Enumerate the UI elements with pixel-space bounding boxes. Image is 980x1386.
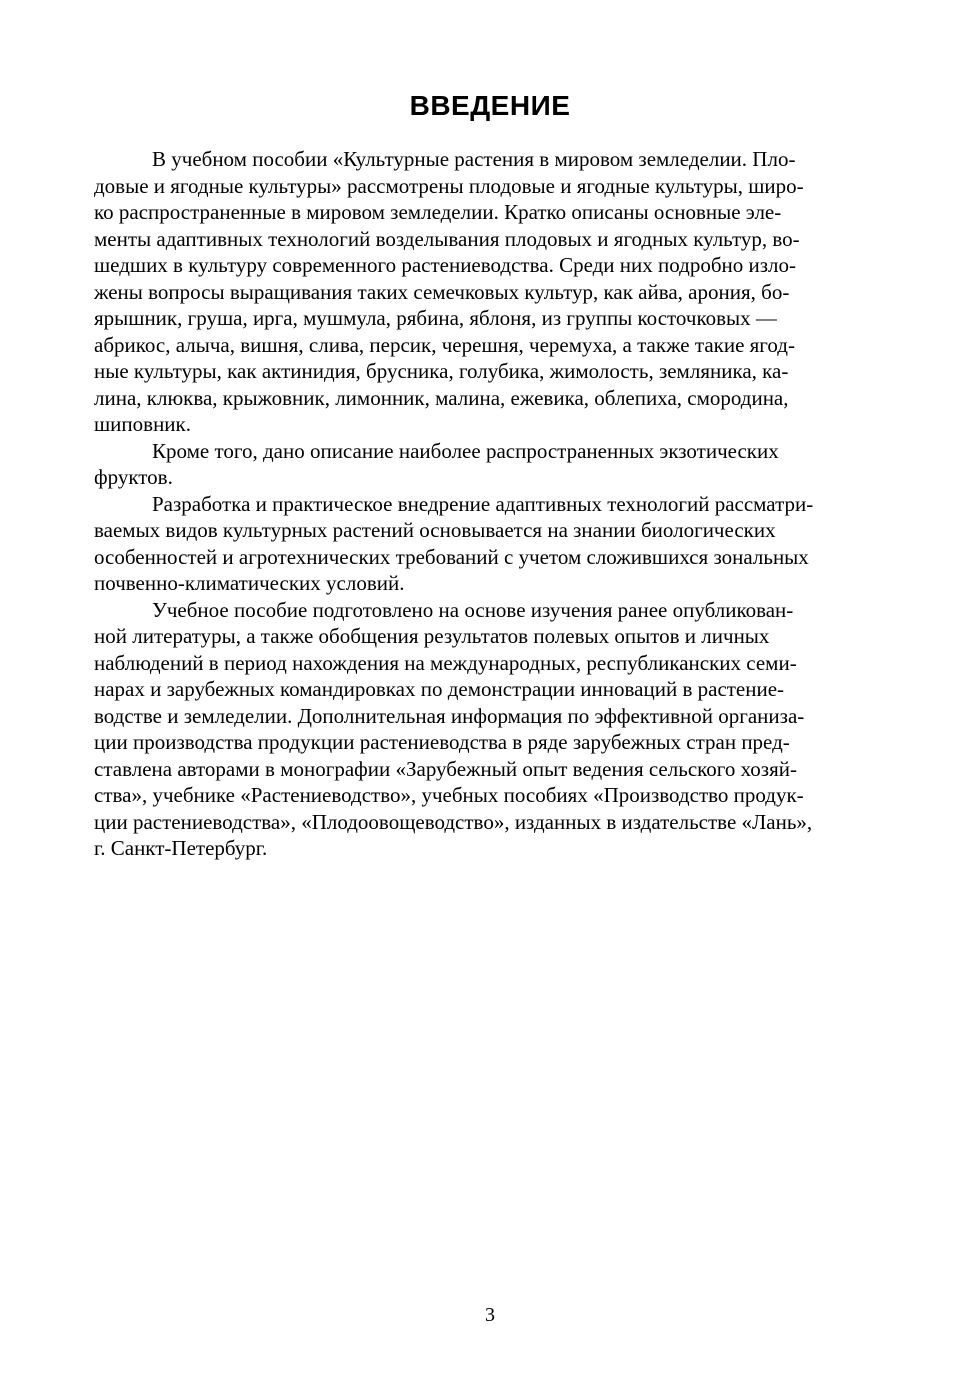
paragraph-exotic-fruits: Кроме того, дано описание наиболее распространенных экзотических фруктов. (94, 438, 779, 489)
page-title: ВВЕДЕНИЕ (409, 90, 571, 121)
paragraph-intro: В учебном пособии «Культурные растения в мировом земледелии. Пло- довые и ягодные культуры» рассмотрены плодовые и ягодные культуры, широ- ко распространенные в мировом земледелии. Кратко описаны основные эле- менты адаптивных технологий возделывания плодовых и ягодных культур, во- шедших в культуру современного растениеводства. Среди них подробно изло- жены вопросы выращивания таких семечковых культур, как айва, арония, бо- ярышник, груша, ирга, мушмула, рябина, яблоня, из группы косточковых — абрикос, алыча, вишня, слива, персик, черешня, черемуха, а также такие ягод- ные культуры, как актинидия, брусника, голубика, жимолость, земляника, ка- лина, клюква, крыжовник, лимонник, малина, ежевика, облепиха, смородина, шиповник. (94, 147, 804, 436)
paragraph-sources: Учебное пособие подготовлено на основе изучения ранее опубликован- ной литературы, а также обобщения результатов полевых опытов и личных наблюдений в период нахождения на международных, республиканских семи- нарах и зарубежных командировках по демонстрации инноваций в растение- водстве и земледелии. Дополнительная информация по эффективной организа- ции производства продукции растениеводства в ряде зарубежных стран пред- ставлена авторами в монографии «Зарубежный опыт ведения сельского хозяй- ства», учебнике «Растениеводство», учебных пособиях «Производство продук- ции растениеводства», «Плодоовощеводство», изданных в издательстве «Лань», г. Санкт-Петербург. (94, 597, 813, 860)
body-text (94, 146, 885, 862)
page-number: 3 (485, 1304, 495, 1326)
paragraph-technologies: Разработка и практическое внедрение адаптивных технологий рассматри- ваемых видов культурных растений основывается на знании биологических особенностей и агротехнических требований с учетом сложившихся зональных почвенно-климатических условий. (94, 491, 814, 595)
